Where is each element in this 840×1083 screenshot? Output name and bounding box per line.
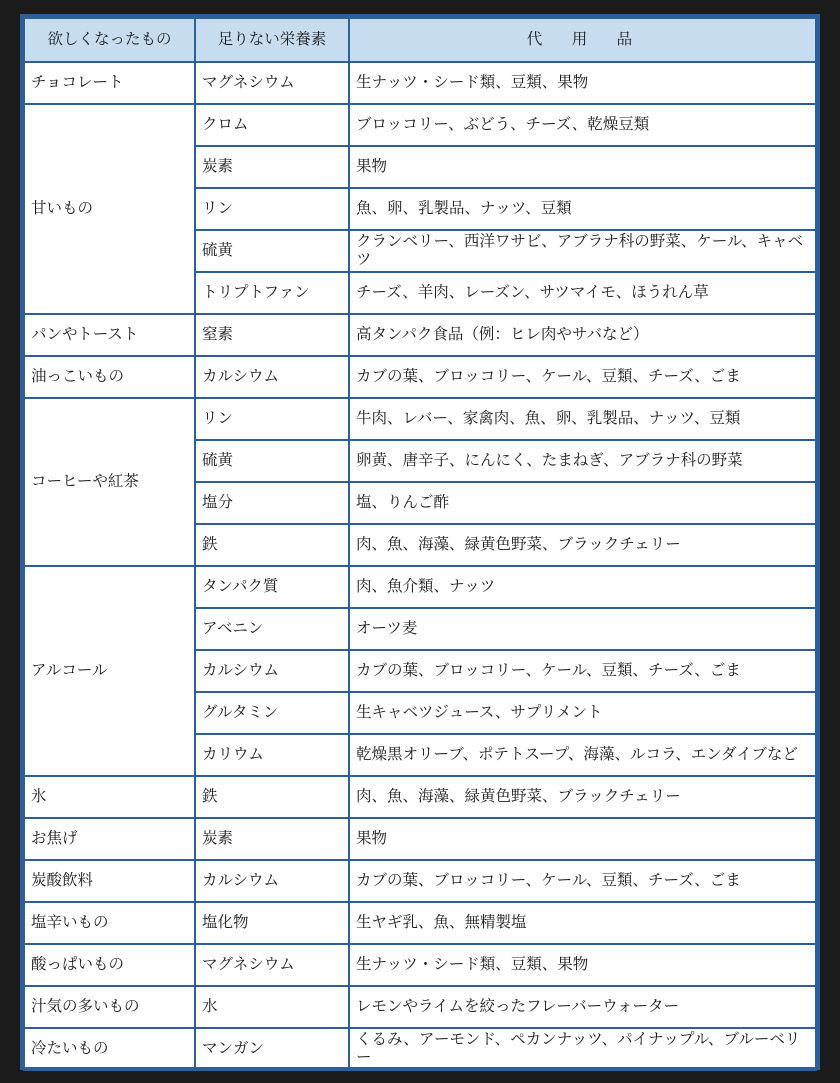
substitute-cell: 魚、卵、乳製品、ナッツ、豆類 bbox=[349, 188, 816, 230]
nutrient-cell: 炭素 bbox=[195, 146, 349, 188]
nutrition-table-container bbox=[20, 14, 820, 1070]
table-row bbox=[24, 944, 816, 986]
substitute-cell: 肉、魚、海藻、緑黄色野菜、ブラックチェリー bbox=[349, 776, 816, 818]
substitute-cell: 牛肉、レバー、家禽肉、魚、卵、乳製品、ナッツ、豆類 bbox=[349, 398, 816, 440]
nutrient-cell: リン bbox=[195, 188, 349, 230]
craving-cell: コーヒーや紅茶 bbox=[24, 398, 195, 566]
substitute-cell: 果物 bbox=[349, 146, 816, 188]
table-row bbox=[24, 314, 816, 356]
table-row bbox=[24, 1028, 816, 1070]
substitute-cell: 生キャベツジュース、サプリメント bbox=[349, 692, 816, 734]
cravings-nutrient-table bbox=[23, 17, 817, 1071]
substitute-cell: 生ナッツ・シード類、豆類、果物 bbox=[349, 62, 816, 104]
nutrient-cell: グルタミン bbox=[195, 692, 349, 734]
table-row bbox=[24, 902, 816, 944]
nutrient-cell: 窒素 bbox=[195, 314, 349, 356]
craving-cell: 炭酸飲料 bbox=[24, 860, 195, 902]
nutrient-cell: 鉄 bbox=[195, 524, 349, 566]
nutrient-cell: マグネシウム bbox=[195, 62, 349, 104]
craving-cell: 甘いもの bbox=[24, 104, 195, 314]
substitute-cell: カブの葉、ブロッコリー、ケール、豆類、チーズ、ごま bbox=[349, 356, 816, 398]
table-row bbox=[24, 398, 816, 440]
substitute-cell: 高タンパク食品（例：ヒレ肉やサバなど） bbox=[349, 314, 816, 356]
substitute-cell: 果物 bbox=[349, 818, 816, 860]
craving-cell: パンやトースト bbox=[24, 314, 195, 356]
craving-cell: お焦げ bbox=[24, 818, 195, 860]
nutrient-cell: アベニン bbox=[195, 608, 349, 650]
nutrient-cell: 炭素 bbox=[195, 818, 349, 860]
substitute-cell: 生ナッツ・シード類、豆類、果物 bbox=[349, 944, 816, 986]
craving-cell: 油っこいもの bbox=[24, 356, 195, 398]
substitute-cell: 肉、魚、海藻、緑黄色野菜、ブラックチェリー bbox=[349, 524, 816, 566]
table-row bbox=[24, 986, 816, 1028]
nutrient-cell: 硫黄 bbox=[195, 230, 349, 272]
substitute-cell: 肉、魚介類、ナッツ bbox=[349, 566, 816, 608]
header-substitute: 代用品 bbox=[349, 18, 816, 62]
craving-cell: 汁気の多いもの bbox=[24, 986, 195, 1028]
table-body bbox=[24, 62, 816, 1070]
header-nutrient: 足りない栄養素 bbox=[195, 18, 349, 62]
substitute-cell: ブロッコリー、ぶどう、チーズ、乾燥豆類 bbox=[349, 104, 816, 146]
table-row bbox=[24, 566, 816, 608]
substitute-cell: カブの葉、ブロッコリー、ケール、豆類、チーズ、ごま bbox=[349, 650, 816, 692]
header-row bbox=[24, 18, 816, 62]
nutrient-cell: リン bbox=[195, 398, 349, 440]
craving-cell: 酸っぱいもの bbox=[24, 944, 195, 986]
craving-cell: 塩辛いもの bbox=[24, 902, 195, 944]
nutrient-cell: クロム bbox=[195, 104, 349, 146]
substitute-cell: 生ヤギ乳、魚、無精製塩 bbox=[349, 902, 816, 944]
substitute-cell: オーツ麦 bbox=[349, 608, 816, 650]
table-header bbox=[24, 18, 816, 62]
nutrient-cell: 硫黄 bbox=[195, 440, 349, 482]
substitute-cell: チーズ、羊肉、レーズン、サツマイモ、ほうれん草 bbox=[349, 272, 816, 314]
nutrient-cell: タンパク質 bbox=[195, 566, 349, 608]
table-row bbox=[24, 776, 816, 818]
substitute-cell: 塩、りんご酢 bbox=[349, 482, 816, 524]
craving-cell: 氷 bbox=[24, 776, 195, 818]
nutrient-cell: 塩化物 bbox=[195, 902, 349, 944]
nutrient-cell: カルシウム bbox=[195, 860, 349, 902]
header-craving: 欲しくなったもの bbox=[24, 18, 195, 62]
table-row bbox=[24, 860, 816, 902]
nutrient-cell: 塩分 bbox=[195, 482, 349, 524]
nutrient-cell: マンガン bbox=[195, 1028, 349, 1070]
craving-cell: アルコール bbox=[24, 566, 195, 776]
nutrient-cell: 水 bbox=[195, 986, 349, 1028]
substitute-cell: 卵黄、唐辛子、にんにく、たまねぎ、アブラナ科の野菜 bbox=[349, 440, 816, 482]
substitute-cell: レモンやライムを絞ったフレーバーウォーター bbox=[349, 986, 816, 1028]
nutrient-cell: 鉄 bbox=[195, 776, 349, 818]
substitute-cell: くるみ、アーモンド、ペカンナッツ、パイナップル、ブルーベリー bbox=[349, 1028, 816, 1070]
nutrient-cell: マグネシウム bbox=[195, 944, 349, 986]
table-row bbox=[24, 104, 816, 146]
nutrient-cell: トリプトファン bbox=[195, 272, 349, 314]
nutrient-cell: カルシウム bbox=[195, 356, 349, 398]
nutrient-cell: カルシウム bbox=[195, 650, 349, 692]
table-row bbox=[24, 356, 816, 398]
craving-cell: チョコレート bbox=[24, 62, 195, 104]
table-row bbox=[24, 818, 816, 860]
craving-cell: 冷たいもの bbox=[24, 1028, 195, 1070]
substitute-cell: クランベリー、西洋ワサビ、アブラナ科の野菜、ケール、キャベツ bbox=[349, 230, 816, 272]
substitute-cell: 乾燥黒オリーブ、ポテトスープ、海藻、ルコラ、エンダイブなど bbox=[349, 734, 816, 776]
table-row bbox=[24, 62, 816, 104]
nutrient-cell: カリウム bbox=[195, 734, 349, 776]
substitute-cell: カブの葉、ブロッコリー、ケール、豆類、チーズ、ごま bbox=[349, 860, 816, 902]
